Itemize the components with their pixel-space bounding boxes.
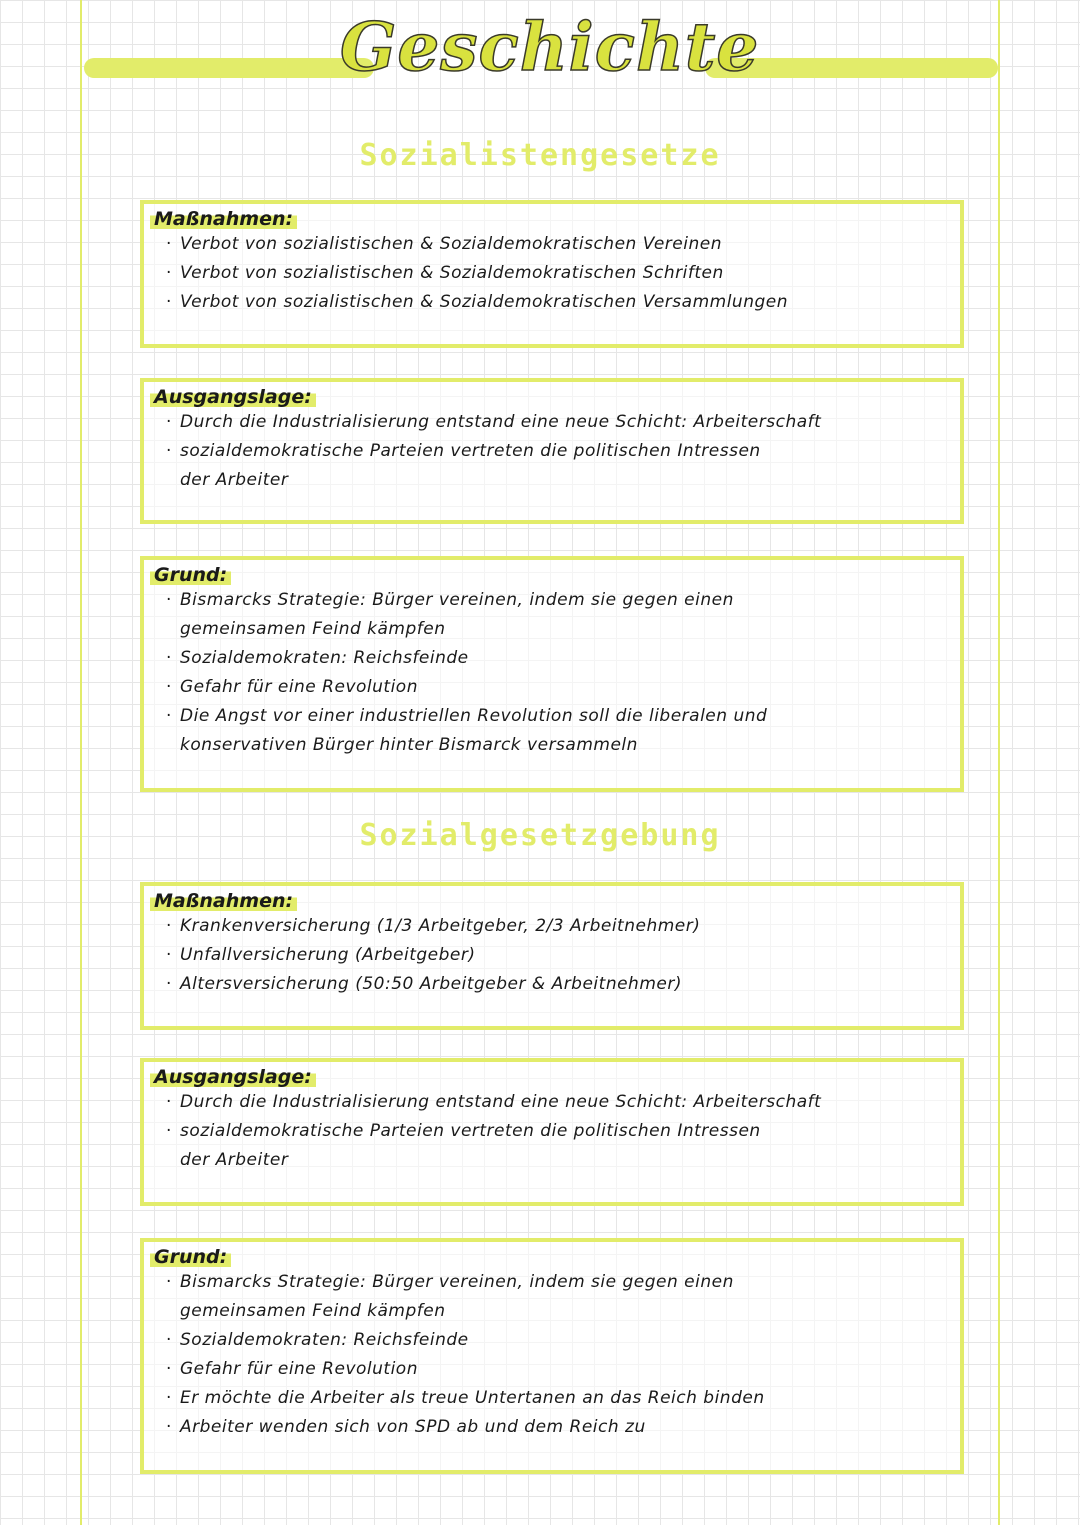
list-item: · Bismarcks Strategie: Bürger vereinen, indem sie gegen einen — [166, 586, 960, 615]
box-label: Maßnahmen: — [150, 890, 297, 912]
section-heading-sozialgesetzgebung — [300, 818, 780, 853]
note-box-ausgangslage — [140, 1058, 964, 1206]
list-item: gemeinsamen Feind kämpfen — [180, 1301, 446, 1321]
list-item: · Unfallversicherung (Arbeitgeber) — [166, 941, 960, 970]
list-item: · Verbot von sozialistischen & Sozialdemokratischen Versammlungen — [166, 288, 960, 317]
item-list — [150, 1268, 960, 1442]
list-item: · Arbeiter wenden sich von SPD ab und dem Reich zu — [166, 1413, 960, 1442]
note-box-grund — [140, 1238, 964, 1474]
list-item: der Arbeiter — [180, 470, 289, 490]
note-box-grund — [140, 556, 964, 792]
list-item: konservativen Bürger hinter Bismarck versammeln — [180, 735, 638, 755]
list-item: · Bismarcks Strategie: Bürger vereinen, indem sie gegen einen — [166, 1268, 960, 1297]
section-heading-text: Sozialgesetzgebung — [359, 818, 721, 853]
note-box-massnahmen — [140, 200, 964, 348]
section-heading-sozialistengesetze — [300, 138, 780, 173]
box-label: Grund: — [150, 1246, 231, 1268]
list-item: · Er möchte die Arbeiter als treue Untertanen an das Reich binden — [166, 1384, 960, 1413]
title-underline-left — [84, 58, 374, 78]
right-margin-line — [998, 0, 1000, 1525]
item-list — [150, 408, 960, 495]
box-label: Maßnahmen: — [150, 208, 297, 230]
list-item: · Durch die Industrialisierung entstand eine neue Schicht: Arbeiterschaft — [166, 1088, 960, 1117]
list-item: · Sozialdemokraten: Reichsfeinde — [166, 644, 960, 673]
left-margin-line — [80, 0, 82, 1525]
section-heading-text: Sozialistengesetze — [359, 138, 721, 173]
box-label: Ausgangslage: — [150, 1066, 316, 1088]
note-box-massnahmen — [140, 882, 964, 1030]
list-item: · sozialdemokratische Parteien vertreten die politischen Intressen — [166, 437, 960, 466]
list-item: gemeinsamen Feind kämpfen — [180, 619, 446, 639]
list-item: · Durch die Industrialisierung entstand eine neue Schicht: Arbeiterschaft — [166, 408, 960, 437]
item-list — [150, 230, 960, 317]
item-list — [150, 586, 960, 760]
item-list — [150, 912, 960, 999]
list-item: · Gefahr für eine Revolution — [166, 1355, 960, 1384]
list-item: · Altersversicherung (50:50 Arbeitgeber & Arbeitnehmer) — [166, 970, 960, 999]
list-item: · Verbot von sozialistischen & Sozialdemokratischen Schriften — [166, 259, 960, 288]
box-label: Grund: — [150, 564, 231, 586]
list-item: · Verbot von sozialistischen & Sozialdemokratischen Vereinen — [166, 230, 960, 259]
page-title: Geschichte — [340, 8, 760, 86]
list-item: · Gefahr für eine Revolution — [166, 673, 960, 702]
note-box-ausgangslage — [140, 378, 964, 524]
list-item: · Sozialdemokraten: Reichsfeinde — [166, 1326, 960, 1355]
list-item: der Arbeiter — [180, 1150, 289, 1170]
list-item: · Die Angst vor einer industriellen Revolution soll die liberalen und — [166, 702, 960, 731]
item-list — [150, 1088, 960, 1175]
list-item: · sozialdemokratische Parteien vertreten die politischen Intressen — [166, 1117, 960, 1146]
box-label: Ausgangslage: — [150, 386, 316, 408]
list-item: · Krankenversicherung (1/3 Arbeitgeber, 2/3 Arbeitnehmer) — [166, 912, 960, 941]
